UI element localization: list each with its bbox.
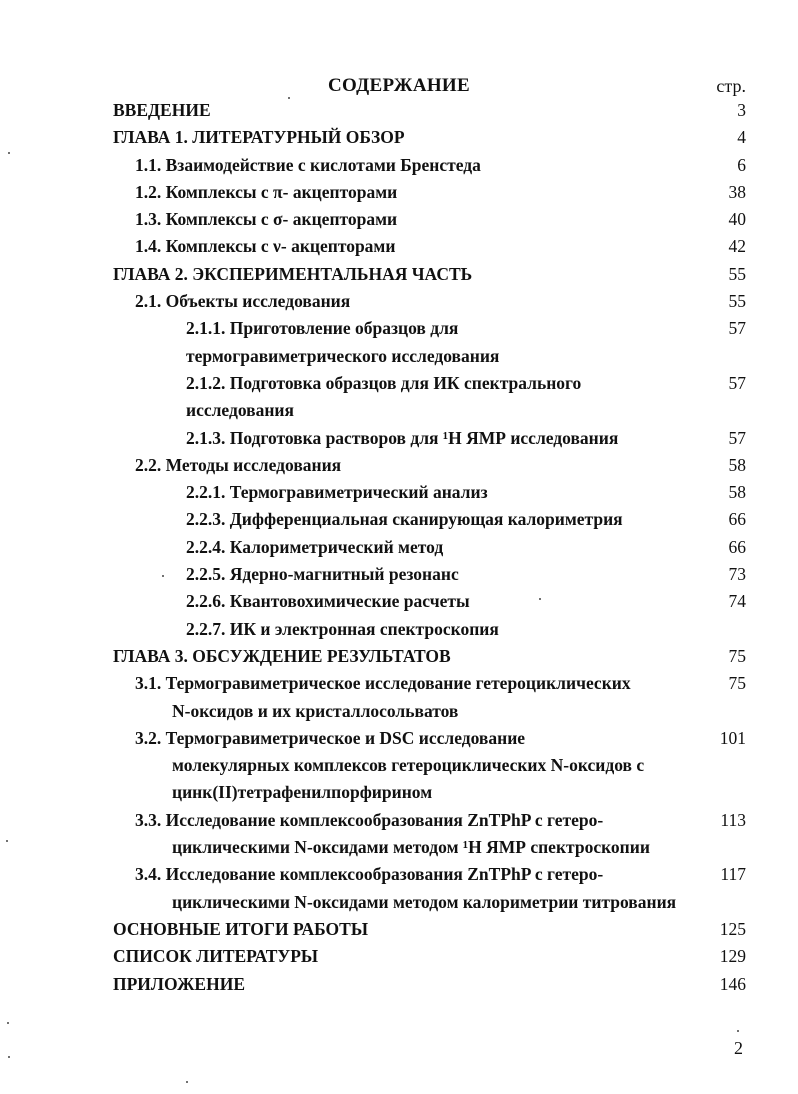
toc-entry-page: 113 bbox=[720, 809, 746, 830]
toc-entry bbox=[0, 453, 798, 480]
toc-entry bbox=[0, 644, 798, 671]
toc-entry-text: 1.3. Комплексы с σ- акцепторами bbox=[135, 209, 398, 230]
scan-speck bbox=[6, 840, 8, 842]
toc-entry-text: 3.4. Исследование комплексообразования ZnTPhP с гетеро- bbox=[135, 864, 604, 885]
scan-speck bbox=[186, 1081, 188, 1083]
toc-entry-page: 75 bbox=[728, 645, 746, 666]
toc-entry bbox=[0, 316, 798, 343]
toc-entry bbox=[0, 726, 798, 753]
toc-entry-page: 57 bbox=[728, 372, 746, 393]
toc-entry-page: 117 bbox=[720, 864, 746, 885]
toc-entry-page: 75 bbox=[728, 673, 746, 694]
page-number: 2 bbox=[734, 1038, 743, 1058]
toc-entry bbox=[0, 944, 798, 971]
toc-entry-page: 66 bbox=[728, 536, 746, 557]
toc-entry-page: 73 bbox=[728, 564, 746, 585]
toc-entry-text: 2.1. Объекты исследования bbox=[135, 291, 351, 312]
toc-entry-page: 40 bbox=[728, 209, 746, 230]
toc-entry-text: 2.2.5. Ядерно-магнитный резонанс bbox=[186, 564, 459, 585]
table-of-contents bbox=[0, 98, 798, 999]
toc-entry-text: 3.1. Термогравиметрическое исследование гетероциклических bbox=[135, 673, 631, 694]
toc-entry-page: 42 bbox=[728, 236, 746, 257]
page-column-label: стр. bbox=[716, 76, 746, 96]
toc-entry-text: СПИСОК ЛИТЕРАТУРЫ bbox=[113, 946, 319, 967]
toc-entry-text: 2.2.1. Термогравиметрический анализ bbox=[186, 482, 488, 503]
toc-entry-page: 58 bbox=[728, 482, 746, 503]
toc-entry-text: молекулярных комплексов гетероциклических N-оксидов с bbox=[172, 755, 645, 776]
toc-entry-text: 1.4. Комплексы с ν- акцепторами bbox=[135, 236, 396, 257]
toc-entry-text: цинк(II)тетрафенилпорфирином bbox=[172, 782, 433, 803]
toc-entry-text: циклическими N-оксидами методом калориметрии титрования bbox=[172, 891, 677, 912]
toc-entry-page: 3 bbox=[737, 100, 746, 120]
scan-speck bbox=[8, 152, 10, 154]
toc-entry-text: 2.2. Методы исследования bbox=[135, 454, 342, 475]
toc-entry bbox=[0, 262, 798, 289]
scan-speck bbox=[162, 575, 164, 577]
toc-entry bbox=[0, 180, 798, 207]
toc-entry-page: 66 bbox=[728, 509, 746, 530]
toc-entry-page: 57 bbox=[728, 318, 746, 339]
scan-speck bbox=[737, 1030, 739, 1032]
toc-entry bbox=[0, 808, 798, 835]
toc-entry bbox=[0, 125, 798, 152]
toc-entry-text: 2.1.1. Приготовление образцов для bbox=[186, 318, 459, 339]
scan-speck bbox=[539, 598, 541, 600]
toc-entry-page: 101 bbox=[719, 727, 746, 748]
toc-entry-text: ГЛАВА 3. ОБСУЖДЕНИЕ РЕЗУЛЬТАТОВ bbox=[113, 645, 451, 666]
toc-entry bbox=[0, 507, 798, 534]
toc-entry bbox=[0, 480, 798, 507]
scan-speck bbox=[8, 1056, 10, 1058]
toc-entry bbox=[0, 890, 798, 917]
toc-entry-text: 3.2. Термогравиметрическое и DSC исследование bbox=[135, 727, 526, 748]
toc-entry-text: ОСНОВНЫЕ ИТОГИ РАБОТЫ bbox=[113, 918, 368, 939]
toc-entry-text: 2.1.2. Подготовка образцов для ИК спектрального bbox=[186, 372, 582, 393]
toc-entry-text: ГЛАВА 1. ЛИТЕРАТУРНЫЙ ОБЗОР bbox=[113, 127, 405, 148]
toc-entry-page: 58 bbox=[728, 454, 746, 475]
toc-entry-text: 2.1.3. Подготовка растворов для ¹H ЯМР исследования bbox=[186, 427, 619, 448]
toc-entry bbox=[0, 862, 798, 889]
toc-entry bbox=[0, 780, 798, 807]
toc-entry-page: 129 bbox=[719, 946, 746, 967]
toc-entry-page: 6 bbox=[737, 154, 746, 175]
toc-entry bbox=[0, 234, 798, 261]
toc-entry bbox=[0, 98, 798, 125]
toc-entry-text: 2.2.4. Калориметрический метод bbox=[186, 536, 444, 557]
toc-entry-page: 146 bbox=[719, 973, 746, 994]
toc-entry bbox=[0, 972, 798, 999]
toc-entry-page: 74 bbox=[728, 591, 746, 612]
toc-entry-page: 57 bbox=[728, 427, 746, 448]
toc-entry bbox=[0, 371, 798, 398]
toc-entry-text: ВВЕДЕНИЕ bbox=[113, 100, 211, 120]
toc-entry-text: исследования bbox=[186, 400, 294, 421]
toc-entry-page: 55 bbox=[728, 263, 746, 284]
toc-entry-text: N-оксидов и их кристаллосольватов bbox=[172, 700, 459, 721]
toc-entry bbox=[0, 617, 798, 644]
toc-entry-text: 2.2.6. Квантовохимические расчеты bbox=[186, 591, 470, 612]
toc-entry bbox=[0, 671, 798, 698]
toc-entry bbox=[0, 917, 798, 944]
scan-speck bbox=[288, 97, 290, 99]
toc-entry bbox=[0, 835, 798, 862]
toc-entry bbox=[0, 344, 798, 371]
toc-entry-text: 1.1. Взаимодействие с кислотами Бренстеда bbox=[135, 154, 481, 175]
toc-entry bbox=[0, 753, 798, 780]
toc-entry-page: 55 bbox=[728, 291, 746, 312]
toc-entry-page: 125 bbox=[719, 918, 746, 939]
scan-speck bbox=[7, 1022, 9, 1024]
page-title: СОДЕРЖАНИЕ bbox=[328, 75, 470, 96]
toc-entry-page: 4 bbox=[737, 127, 746, 148]
toc-entry bbox=[0, 562, 798, 589]
toc-entry-page: 38 bbox=[728, 181, 746, 202]
toc-entry bbox=[0, 289, 798, 316]
toc-entry-text: циклическими N-оксидами методом ¹H ЯМР спектроскопии bbox=[172, 837, 650, 858]
toc-entry bbox=[0, 589, 798, 616]
toc-entry bbox=[0, 535, 798, 562]
toc-entry-text: ГЛАВА 2. ЭКСПЕРИМЕНТАЛЬНАЯ ЧАСТЬ bbox=[113, 263, 473, 284]
toc-entry-text: 2.2.7. ИК и электронная спектроскопия bbox=[186, 618, 499, 639]
toc-entry-text: термогравиметрического исследования bbox=[186, 345, 500, 366]
toc-entry-text: 1.2. Комплексы с π- акцепторами bbox=[135, 181, 398, 202]
toc-entry bbox=[0, 398, 798, 425]
toc-entry-text: 2.2.3. Дифференциальная сканирующая калориметрия bbox=[186, 509, 623, 530]
toc-entry bbox=[0, 207, 798, 234]
toc-entry-text: 3.3. Исследование комплексообразования ZnTPhP с гетеро- bbox=[135, 809, 604, 830]
toc-entry bbox=[0, 699, 798, 726]
toc-entry-text: ПРИЛОЖЕНИЕ bbox=[113, 973, 246, 994]
toc-entry bbox=[0, 153, 798, 180]
toc-entry bbox=[0, 426, 798, 453]
